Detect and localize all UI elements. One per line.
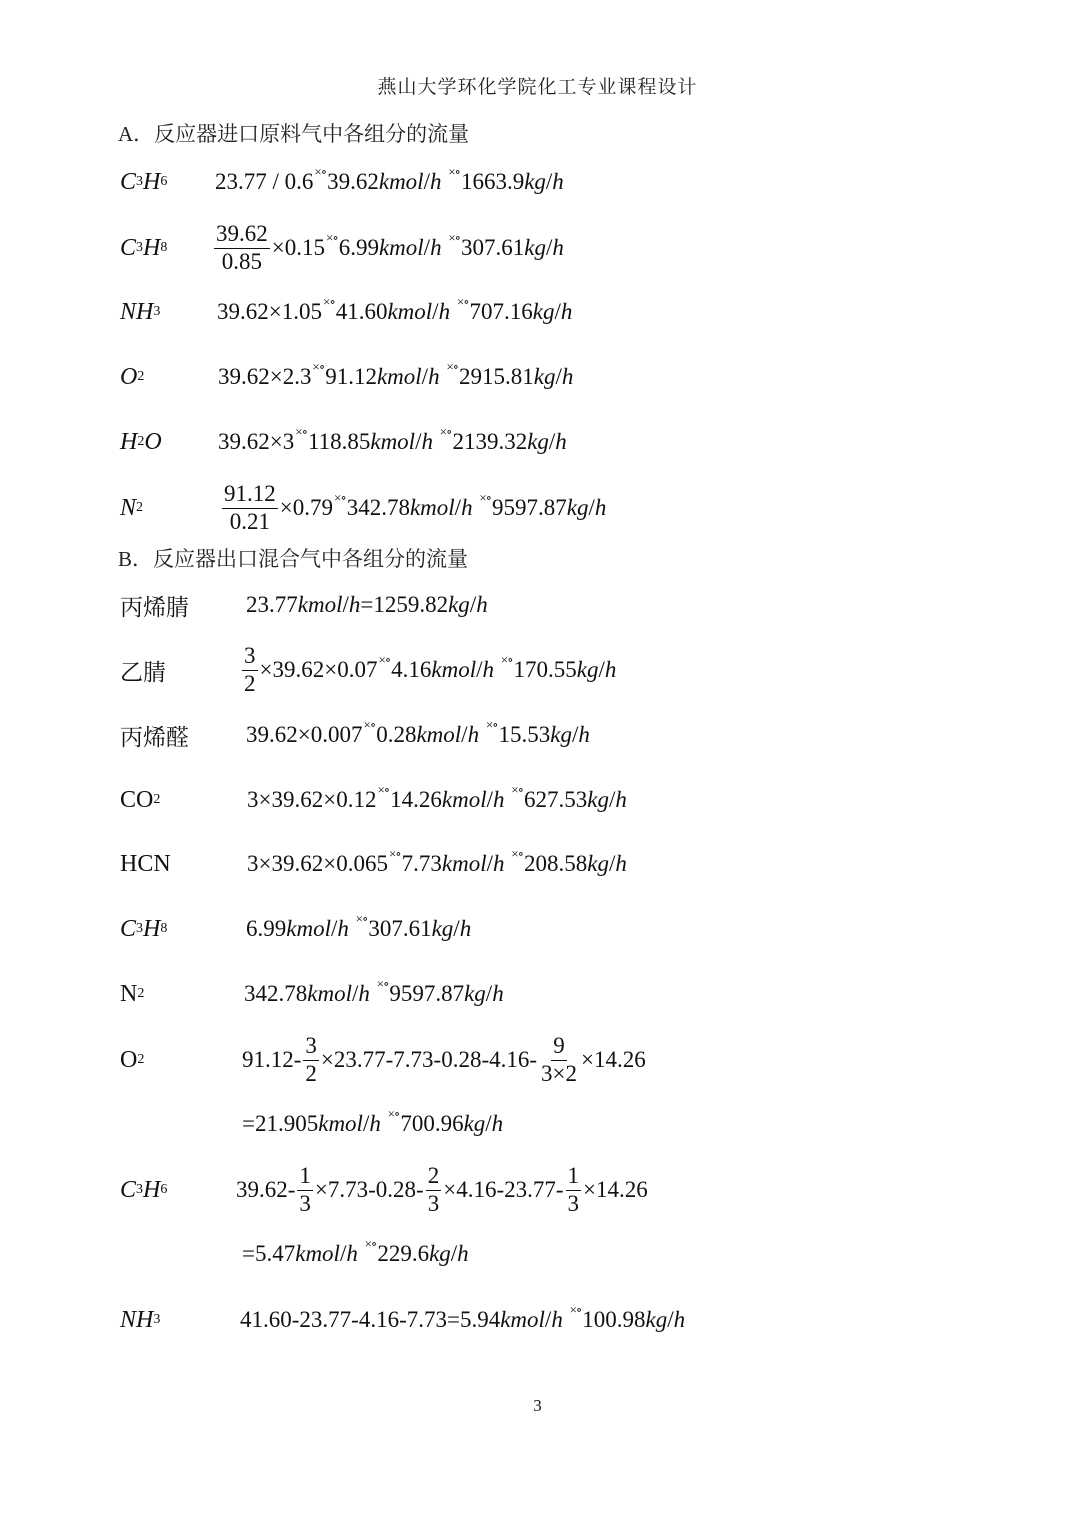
expression: = 21.905 kmol / h ×∘ 700.96 kg / h <box>242 1106 504 1136</box>
expression: 41.60-23.77-4.16-7.73= 5.94 kmol / h ×∘ 100.98 kg / h <box>240 1302 686 1332</box>
formula-n2: N 2 <box>120 980 145 1007</box>
formula-nh3: NH 3 <box>120 298 161 325</box>
expression: 3×39.62×0.065 ×∘ 7.73 kmol / h ×∘ 208.58 kg / h <box>247 846 627 876</box>
label-acrolein: 丙烯醛 <box>120 724 189 750</box>
fraction: $\frac{3}{2}$ <box>305 1033 317 1086</box>
section-b-title: B．反应器出口混合气中各组分的流量 <box>118 547 469 571</box>
formula-n2: N 2 <box>120 494 144 521</box>
fraction: $\frac{39.62}{0.85}$ <box>216 221 268 274</box>
expression: $\frac{39.62}{0.85}$ ×0.15 ×∘ 6.99 kmol / h ×∘ 307.61 kg / h <box>216 221 564 274</box>
expression: 39.62×3 ×∘ 118.85 kmol / h ×∘ 2139.32 kg / h <box>218 424 567 454</box>
fraction: $\frac{1}{3}$ <box>299 1163 311 1216</box>
page-header: 燕山大学环化学院化工专业课程设计 <box>377 77 698 98</box>
expression: 39.62×0.007 ×∘ 0.28 kmol / h ×∘ 15.53 kg / h <box>246 717 590 747</box>
expression: 91.12- $\frac{3}{2}$ ×23.77-7.73-0.28-4.16- $\frac{9}{3\times 2}$ ×14.26 <box>242 1033 646 1086</box>
formula-c3h8: C 3 H 8 <box>120 915 168 942</box>
expression: 23.77 kmol / h = 1259.82 kg / h <box>246 592 488 617</box>
page-number: 3 <box>533 1396 542 1415</box>
formula-h2o: H 2 O <box>120 428 162 455</box>
expression: 23.77 / 0.6 ×∘ 39.62 kmol / h ×∘ 1663.9 kg / h <box>215 164 564 194</box>
section-a-title: A．反应器进口原料气中各组分的流量 <box>118 122 470 146</box>
label-hcn: HCN <box>120 850 171 877</box>
expression: 39.62- $\frac{1}{3}$ ×7.73-0.28- $\frac{2}{3}$ ×4.16-23.77- $\frac{1}{3}$ ×14.26 <box>236 1163 648 1216</box>
formula-nh3: NH 3 <box>120 1306 161 1333</box>
fraction: $\frac{3}{2}$ <box>244 643 256 696</box>
label-acrylonitrile: 丙烯腈 <box>120 594 189 620</box>
formula-o2: O 2 <box>120 363 145 390</box>
formula-c3h6: C 3 H 6 <box>120 1176 168 1203</box>
formula-c3h8: C 3 H 8 <box>120 234 168 261</box>
expression: 6.99 kmol / h ×∘ 307.61 kg / h <box>246 911 472 941</box>
expression: 3×39.62×0.12 ×∘ 14.26 kmol / h ×∘ 627.53 kg / h <box>247 782 627 812</box>
fraction: $\frac{9}{3\times 2}$ <box>541 1033 578 1086</box>
expression: 39.62×2.3 ×∘ 91.12 kmol / h ×∘ 2915.81 kg / h <box>218 359 574 389</box>
expression: $\frac{91.12}{0.21}$ ×0.79 ×∘ 342.78 kmol / h ×∘ 9597.87 kg / h <box>224 481 607 534</box>
fraction: $\frac{2}{3}$ <box>427 1163 440 1216</box>
formula-co2: CO 2 <box>120 786 161 813</box>
expression: 39.62×1.05 ×∘ 41.60 kmol / h ×∘ 707.16 kg / h <box>217 294 573 324</box>
expression: $\frac{3}{2}$ ×39.62×0.07 ×∘ 4.16 kmol / h ×∘ 170.55 kg / h <box>244 643 617 696</box>
expression: 342.78 kmol / h ×∘ 9597.87 kg / h <box>244 976 504 1006</box>
fraction: $\frac{1}{3}$ <box>567 1163 580 1216</box>
expression: = 5.47 kmol / h ×∘ 229.6 kg / h <box>242 1236 469 1266</box>
label-acetonitrile: 乙腈 <box>120 659 166 685</box>
fraction: $\frac{91.12}{0.21}$ <box>224 481 276 534</box>
formula-c3h6: C 3 H 6 <box>120 168 168 195</box>
formula-o2: O 2 <box>120 1046 145 1073</box>
